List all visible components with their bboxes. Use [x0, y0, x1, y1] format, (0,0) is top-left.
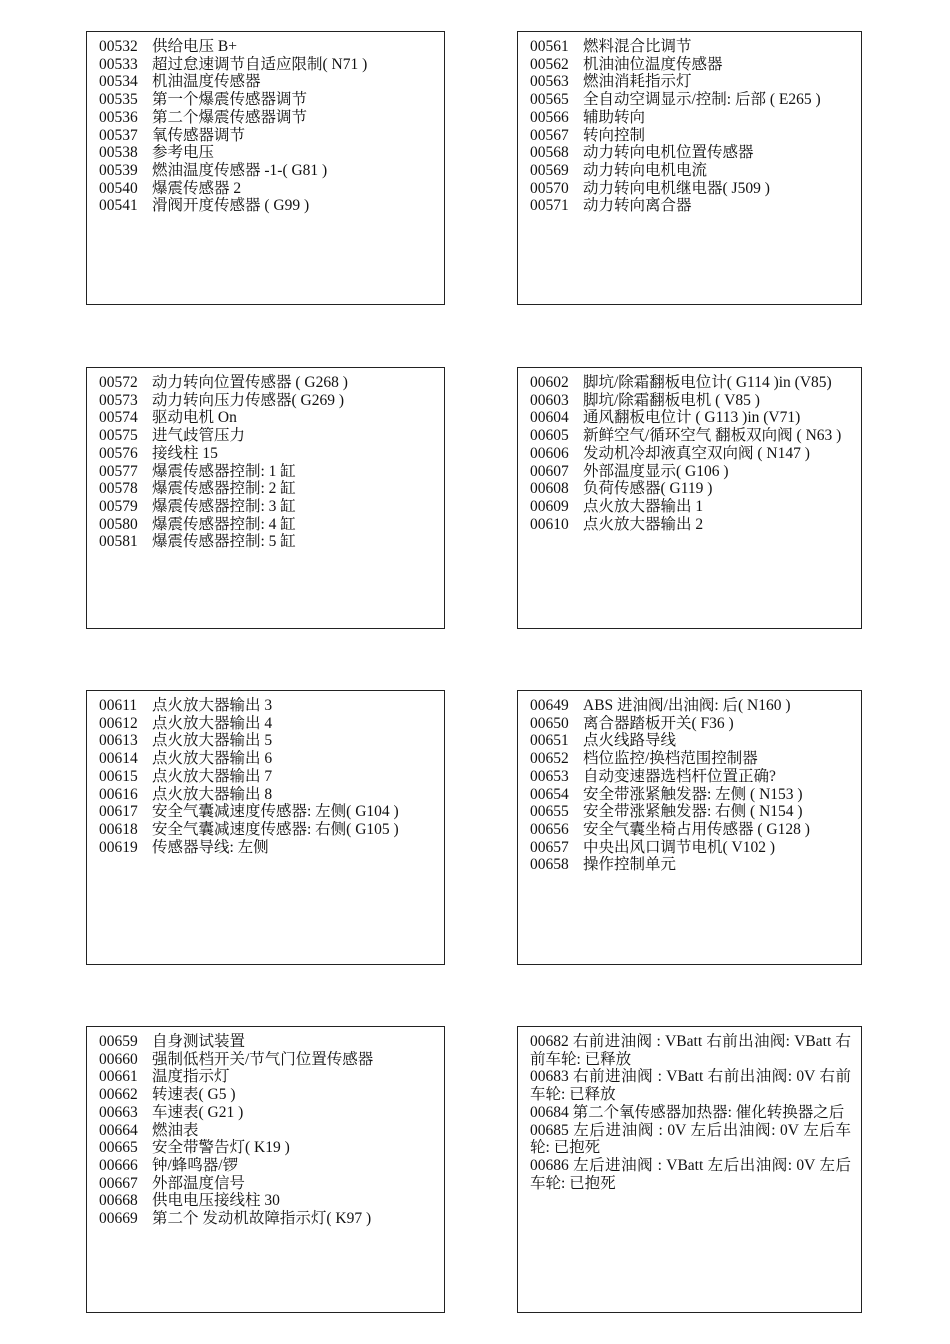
fault-code: 00573 — [99, 391, 138, 409]
fault-description: 温度指示灯 — [152, 1068, 230, 1086]
fault-description: 转向控制 — [583, 126, 646, 144]
fault-code-row — [99, 1086, 434, 1104]
fault-code: 00615 — [99, 767, 138, 785]
fault-code: 00579 — [99, 497, 138, 515]
fault-code-row — [530, 516, 851, 534]
fault-description: 点火放大器输出 5 — [152, 732, 273, 750]
fault-code-card-5 — [86, 690, 445, 965]
fault-code-row — [99, 73, 434, 91]
fault-code-row — [99, 445, 434, 463]
fault-code: 00580 — [99, 515, 138, 533]
fault-code: 00605 — [530, 427, 569, 445]
fault-description: 新鲜空气/循环空气 翻板双向阀 ( N63 ) — [583, 427, 842, 445]
fault-code-row — [530, 409, 851, 427]
fault-description: 动力转向位置传感器 ( G268 ) — [152, 374, 348, 391]
fault-description: 转速表( G5 ) — [152, 1086, 236, 1104]
fault-code: 00614 — [99, 750, 138, 768]
fault-code: 00602 — [530, 374, 569, 391]
fault-code-row — [99, 697, 434, 715]
fault-description: 氧传感器调节 — [152, 126, 246, 144]
fault-code-row — [99, 803, 434, 821]
fault-code-row — [99, 1210, 434, 1228]
fault-description: 爆震传感器控制: 1 缸 — [152, 462, 296, 480]
fault-code: 00618 — [99, 820, 138, 838]
fault-code: 00562 — [530, 55, 569, 73]
fault-code-row — [99, 1122, 434, 1140]
fault-description: 燃油表 — [152, 1121, 199, 1139]
fault-description: 强制低档开关/节气门位置传感器 — [152, 1050, 374, 1068]
fault-code: 00576 — [99, 444, 138, 462]
fault-code: 00668 — [99, 1192, 138, 1210]
fault-code-row — [530, 498, 851, 516]
fault-code-row — [530, 56, 851, 74]
fault-code-row — [530, 144, 851, 162]
fault-description: 发动机冷却液真空双向阀 ( N147 ) — [583, 444, 810, 462]
fault-code: 00619 — [99, 838, 138, 856]
fault-code-row — [530, 480, 851, 498]
fault-code-row — [99, 533, 434, 551]
fault-description: 爆震传感器控制: 5 缸 — [152, 533, 296, 551]
fault-code-row — [99, 821, 434, 839]
fault-code-card-2 — [517, 31, 862, 305]
fault-code: 00659 — [99, 1033, 138, 1050]
fault-code: 00534 — [99, 73, 138, 91]
fault-description: 爆震传感器控制: 4 缸 — [152, 515, 296, 533]
fault-description: 供电电压接线柱 30 — [152, 1192, 280, 1210]
fault-code-row — [530, 392, 851, 410]
fault-code-row — [99, 56, 434, 74]
fault-code: 00581 — [99, 533, 138, 551]
fault-code-row — [99, 109, 434, 127]
fault-description: 外部温度信号 — [152, 1174, 246, 1192]
fault-description: 参考电压 — [152, 144, 215, 162]
fault-code: 00657 — [530, 838, 569, 856]
fault-description: 进气歧管压力 — [152, 427, 246, 445]
fault-description: 点火放大器输出 7 — [152, 767, 273, 785]
fault-code: 00662 — [99, 1086, 138, 1104]
fault-code: 00652 — [530, 750, 569, 768]
fault-code-list — [99, 374, 434, 551]
fault-code-row — [530, 374, 851, 392]
fault-code-row — [99, 516, 434, 534]
fault-code: 00660 — [99, 1050, 138, 1068]
fault-code-row — [530, 445, 851, 463]
fault-code-row — [99, 392, 434, 410]
fault-code: 00655 — [530, 803, 569, 821]
fault-description: 外部温度显示( G106 ) — [583, 462, 729, 480]
fault-code: 00667 — [99, 1174, 138, 1192]
fault-code-row — [99, 374, 434, 392]
fault-code: 00606 — [530, 444, 569, 462]
fault-description: 自身测试装置 — [152, 1033, 246, 1050]
fault-code-row — [99, 498, 434, 516]
fault-description: 安全气囊减速度传感器: 左侧( G104 ) — [152, 803, 399, 821]
fault-code: 00616 — [99, 785, 138, 803]
fault-code: 00571 — [530, 197, 569, 215]
fault-code-row — [99, 409, 434, 427]
fault-description: 点火放大器输出 2 — [583, 515, 704, 533]
fault-code: 00538 — [99, 144, 138, 162]
fault-code-row — [530, 91, 851, 109]
fault-code-row — [530, 127, 851, 145]
fault-code-row — [530, 786, 851, 804]
fault-code: 00572 — [99, 374, 138, 391]
fault-code: 00577 — [99, 462, 138, 480]
fault-code: 00535 — [99, 91, 138, 109]
fault-code-row — [99, 1192, 434, 1210]
fault-code-card-6 — [517, 690, 862, 965]
fault-code: 00669 — [99, 1210, 138, 1228]
fault-code-card-8 — [517, 1026, 862, 1313]
fault-code: 00533 — [99, 55, 138, 73]
fault-code: 00536 — [99, 108, 138, 126]
fault-code: 00654 — [530, 785, 569, 803]
fault-code: 00650 — [530, 714, 569, 732]
fault-description: 全自动空调显示/控制: 后部 ( E265 ) — [583, 91, 821, 109]
fault-code: 00541 — [99, 197, 138, 215]
fault-code-row — [99, 715, 434, 733]
fault-code: 00532 — [99, 38, 138, 55]
fault-code: 00664 — [99, 1121, 138, 1139]
fault-description: 安全带涨紧触发器: 右侧 ( N154 ) — [583, 803, 803, 821]
fault-description: 动力转向电机位置传感器 — [583, 144, 754, 162]
fault-code-list — [99, 697, 434, 856]
fault-code-paragraph: 00685 左后进油阀 : 0V 左后出油阀: 0V 左后车轮: 已抱死 — [530, 1121, 851, 1157]
fault-code-row — [530, 697, 851, 715]
fault-code-paragraph: 00684 第二个氧传感器加热器: 催化转换器之后 — [530, 1103, 845, 1121]
fault-code-row — [530, 803, 851, 821]
fault-code: 00666 — [99, 1156, 138, 1174]
fault-description: 点火放大器输出 3 — [152, 697, 273, 714]
fault-code: 00566 — [530, 108, 569, 126]
fault-description: 点火线路导线 — [583, 732, 677, 750]
fault-code-paragraph: 00682 右前进油阀 : VBatt 右前出油阀: VBatt 右前车轮: 已释放 — [530, 1033, 851, 1068]
fault-description: 操作控制单元 — [583, 856, 677, 874]
fault-description: 供给电压 B+ — [152, 38, 237, 55]
fault-description: ABS 进油阀/出油阀: 后( N160 ) — [583, 697, 791, 714]
fault-description: 机油油位温度传感器 — [583, 55, 723, 73]
fault-code: 00612 — [99, 714, 138, 732]
fault-code-row — [530, 109, 851, 127]
fault-code: 00603 — [530, 391, 569, 409]
fault-description: 接线柱 15 — [152, 444, 218, 462]
fault-code-list — [530, 374, 851, 533]
fault-description: 安全带涨紧触发器: 左侧 ( N153 ) — [583, 785, 803, 803]
fault-code: 00608 — [530, 480, 569, 498]
fault-code-row — [530, 197, 851, 215]
fault-code: 00540 — [99, 179, 138, 197]
fault-code-row — [99, 1139, 434, 1157]
fault-code-row — [99, 1051, 434, 1069]
fault-code-row — [530, 715, 851, 733]
fault-code-card-3 — [86, 367, 445, 629]
fault-description: 安全气囊坐椅占用传感器 ( G128 ) — [583, 820, 810, 838]
fault-code: 00649 — [530, 697, 569, 714]
fault-code-row — [99, 750, 434, 768]
fault-code: 00567 — [530, 126, 569, 144]
fault-code-row — [530, 750, 851, 768]
fault-description: 点火放大器输出 1 — [583, 497, 704, 515]
fault-description: 车速表( G21 ) — [152, 1103, 244, 1121]
fault-code-row — [99, 427, 434, 445]
fault-code-row — [99, 144, 434, 162]
fault-code: 00665 — [99, 1139, 138, 1157]
fault-code-list — [530, 38, 851, 215]
fault-code: 00617 — [99, 803, 138, 821]
fault-code-paragraph: 00683 右前进油阀 : VBatt 右前出油阀: 0V 右前车轮: 已释放 — [530, 1068, 851, 1104]
fault-description: 动力转向电机继电器( J509 ) — [583, 179, 770, 197]
fault-code-row — [99, 1068, 434, 1086]
fault-description: 档位监控/换档范围控制器 — [583, 750, 758, 768]
fault-code: 00570 — [530, 179, 569, 197]
fault-code-row — [99, 768, 434, 786]
fault-description: 第二个 发动机故障指示灯( K97 ) — [152, 1210, 372, 1228]
fault-description: 动力转向压力传感器( G269 ) — [152, 391, 345, 409]
fault-description: 动力转向电机电流 — [583, 161, 708, 179]
fault-code-card-1 — [86, 31, 445, 305]
fault-code: 00563 — [530, 73, 569, 91]
fault-description: 离合器踏板开关( F36 ) — [583, 714, 734, 732]
fault-code-row — [99, 91, 434, 109]
fault-description: 爆震传感器控制: 3 缸 — [152, 497, 296, 515]
fault-code-row — [99, 732, 434, 750]
fault-code-row — [530, 856, 851, 874]
fault-code: 00537 — [99, 126, 138, 144]
fault-code: 00607 — [530, 462, 569, 480]
fault-description: 脚坑/除霜翻板电机 ( V85 ) — [583, 391, 760, 409]
fault-code-list — [99, 38, 434, 215]
fault-code-row — [99, 1175, 434, 1193]
fault-description: 滑阀开度传感器 ( G99 ) — [152, 197, 310, 215]
fault-code: 00651 — [530, 732, 569, 750]
fault-code-list — [99, 1033, 434, 1228]
fault-code: 00610 — [530, 515, 569, 533]
fault-code: 00578 — [99, 480, 138, 498]
fault-code: 00663 — [99, 1103, 138, 1121]
fault-description: 自动变速器选档杆位置正确? — [583, 767, 776, 785]
fault-code-row — [530, 732, 851, 750]
fault-description: 超过怠速调节自适应限制( N71 ) — [152, 55, 368, 73]
fault-description: 通风翻板电位计 ( G113 )in (V71) — [583, 409, 801, 427]
fault-code-row — [99, 197, 434, 215]
fault-code-row — [530, 463, 851, 481]
fault-description: 第一个爆震传感器调节 — [152, 91, 308, 109]
fault-code-row — [99, 180, 434, 198]
fault-description: 点火放大器输出 8 — [152, 785, 273, 803]
fault-description: 安全气囊减速度传感器: 右侧( G105 ) — [152, 820, 399, 838]
fault-code: 00613 — [99, 732, 138, 750]
fault-description: 燃料混合比调节 — [583, 38, 692, 55]
fault-code-row — [530, 38, 851, 56]
fault-description: 燃油消耗指示灯 — [583, 73, 692, 91]
fault-description: 燃油温度传感器 -1-( G81 ) — [152, 161, 328, 179]
fault-code: 00561 — [530, 38, 569, 55]
fault-code-card-7 — [86, 1026, 445, 1313]
fault-code: 00653 — [530, 767, 569, 785]
fault-code: 00661 — [99, 1068, 138, 1086]
fault-code: 00604 — [530, 409, 569, 427]
fault-description: 爆震传感器 2 — [152, 179, 242, 197]
fault-code-row — [99, 786, 434, 804]
fault-description: 第二个爆震传感器调节 — [152, 108, 308, 126]
fault-description: 安全带警告灯( K19 ) — [152, 1139, 290, 1157]
fault-code-row — [99, 839, 434, 857]
fault-code-row — [99, 1157, 434, 1175]
fault-code-card-4 — [517, 367, 862, 629]
fault-code-row — [99, 463, 434, 481]
fault-code-list — [530, 697, 851, 874]
fault-code-row — [99, 162, 434, 180]
fault-description: 点火放大器输出 4 — [152, 714, 273, 732]
fault-code: 00575 — [99, 427, 138, 445]
fault-code: 00565 — [530, 91, 569, 109]
fault-code: 00658 — [530, 856, 569, 874]
fault-description: 钟/蜂鸣器/锣 — [152, 1156, 239, 1174]
fault-code: 00656 — [530, 820, 569, 838]
fault-description: 点火放大器输出 6 — [152, 750, 273, 768]
fault-code-row — [530, 427, 851, 445]
fault-code-row — [530, 180, 851, 198]
fault-code: 00609 — [530, 497, 569, 515]
fault-code-row — [530, 839, 851, 857]
fault-code: 00539 — [99, 161, 138, 179]
fault-code-row — [530, 768, 851, 786]
fault-code-row — [530, 73, 851, 91]
fault-code: 00568 — [530, 144, 569, 162]
fault-code-row — [530, 162, 851, 180]
fault-description: 脚坑/除霜翻板电位计( G114 )in (V85) — [583, 374, 832, 391]
fault-code-row — [99, 38, 434, 56]
fault-description: 负荷传感器( G119 ) — [583, 480, 713, 498]
fault-description: 动力转向离合器 — [583, 197, 692, 215]
fault-code: 00569 — [530, 161, 569, 179]
fault-code-row — [530, 821, 851, 839]
fault-code: 00611 — [99, 697, 138, 714]
fault-code-paragraph: 00686 左后进油阀 : VBatt 左后出油阀: 0V 左后车轮: 已抱死 — [530, 1156, 851, 1192]
fault-code-row — [99, 127, 434, 145]
fault-code-paragraphs — [530, 1033, 851, 1192]
fault-description: 辅助转向 — [583, 108, 646, 126]
fault-description: 机油温度传感器 — [152, 73, 261, 91]
fault-description: 驱动电机 On — [152, 409, 237, 427]
fault-code-row — [99, 1104, 434, 1122]
fault-code-row — [99, 1033, 434, 1051]
fault-code: 00574 — [99, 409, 138, 427]
fault-description: 中央出风口调节电机( V102 ) — [583, 838, 776, 856]
fault-description: 爆震传感器控制: 2 缸 — [152, 480, 296, 498]
fault-code-row — [99, 480, 434, 498]
fault-description: 传感器导线: 左侧 — [152, 838, 269, 856]
